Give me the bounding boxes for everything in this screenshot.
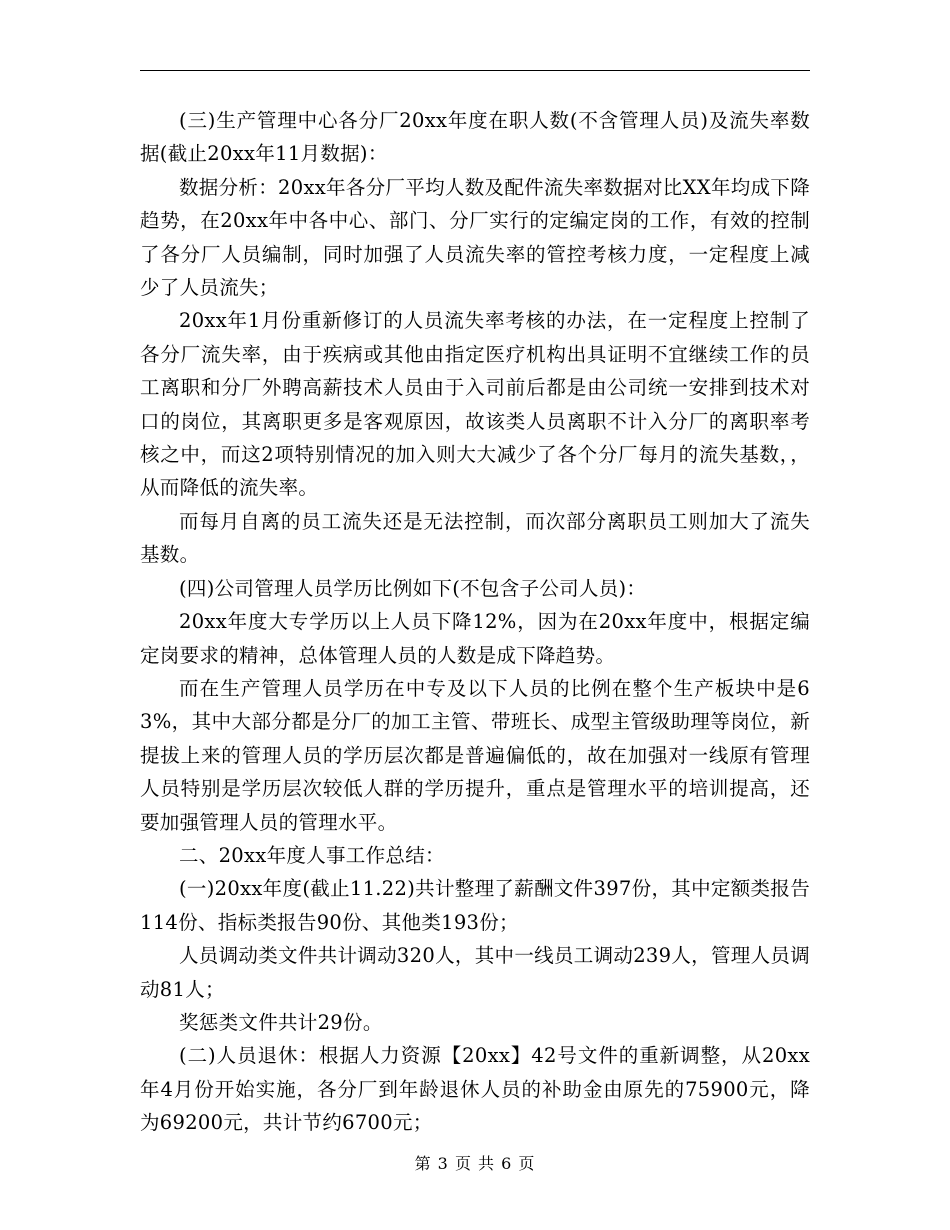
paragraph-section-3-heading: (三)生产管理中心各分厂20xx年度在职人数(不含管理人员)及流失率数据(截止20xx年11月数据)： <box>140 109 810 166</box>
paragraph-retirement: (二)人员退休：根据人力资源【20xx】42号文件的重新调整，从20xx年4月份开始实施，各分厂到年龄退休人员的补助金由原先的75900元，降为69200元，共计节约6700元； <box>140 1044 810 1135</box>
paragraph-rewards: 奖惩类文件共计29份。 <box>179 1010 383 1034</box>
header-rule <box>140 70 810 71</box>
document-body <box>140 104 810 1140</box>
paragraph-transfers: 人员调动类文件共计调动320人，其中一线员工调动239人，管理人员调动81人； <box>140 944 810 1001</box>
paragraph-data-analysis: 数据分析：20xx年各分厂平均人数及配件流失率数据对比XX年均成下降趋势，在20xx年中各中心、部门、分厂实行的定编定岗的工作，有效的控制了各分厂人员编制，同时加强了人员流失率的管控考核力度，一定程度上减少了人员流失； <box>140 175 810 300</box>
paragraph-education-decline: 20xx年度大专学历以上人员下降12%，因为在20xx年度中，根据定编定岗要求的精神，总体管理人员的人数是成下降趋势。 <box>140 610 810 667</box>
page-number: 第 3 页 共 6 页 <box>414 1154 536 1173</box>
paragraph-production-education: 而在生产管理人员学历在中专及以下人员的比例在整个生产板块中是63%，其中大部分都是分厂的加工主管、带班长、成型主管级助理等岗位，新提拔上来的管理人员的学历层次都是普遍偏低的，故在加强对一线原有管理人员特别是学历层次较低人群的学历提升，重点是管理水平的培训提高，还要加强管理人员的管理水平。 <box>140 676 810 834</box>
paragraph-self-resignation: 而每月自离的员工流失还是无法控制，而次部分离职员工则加大了流失基数。 <box>140 509 810 567</box>
paragraph-assessment-method: 20xx年1月份重新修订的人员流失率考核的办法，在一定程度上控制了各分厂流失率，由于疾病或其他由指定医疗机构出具证明不宜继续工作的员工离职和分厂外聘高薪技术人员由于入司前后都是由公司统一安排到技术对口的岗位，其离职更多是客观原因，故该类人员离职不计入分厂的离职率考核之中，而这2项特别情况的加入则大大减少了各个分厂每月的流失基数，，从而降低的流失率。 <box>140 309 810 500</box>
paragraph-section-4-heading: (四)公司管理人员学历比例如下(不包含子公司人员)： <box>179 576 647 600</box>
paragraph-part-2-heading: 二、20xx年度人事工作总结： <box>179 843 445 867</box>
paragraph-salary-files: (一)20xx年度(截止11.22)共计整理了薪酬文件397份，其中定额类报告114份、指标类报告90份、其他类193份； <box>140 877 810 934</box>
